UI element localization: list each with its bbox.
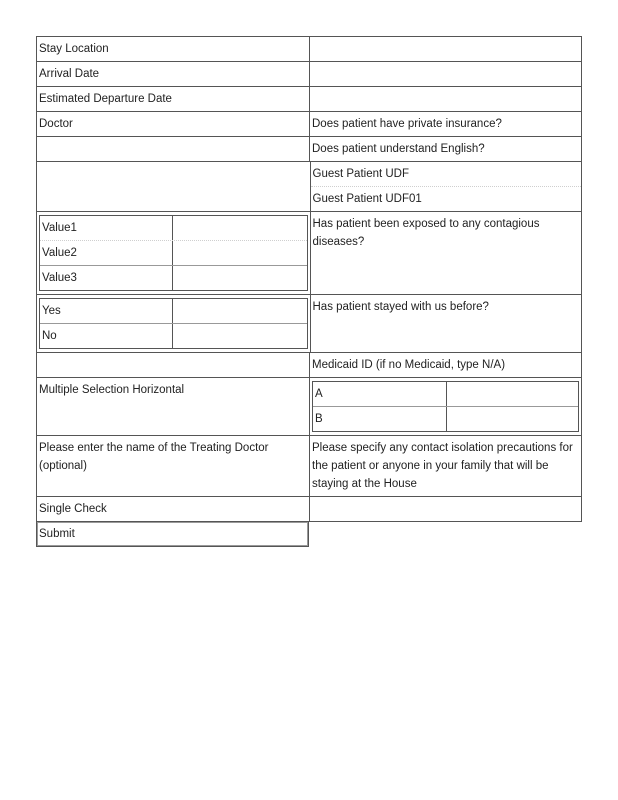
row-departure-date bbox=[36, 87, 582, 112]
single-check-value[interactable] bbox=[310, 497, 581, 521]
value-option-label: Value1 bbox=[40, 216, 173, 240]
row-single-check bbox=[36, 497, 582, 522]
value-options-table bbox=[39, 215, 308, 291]
doctor-label: Doctor bbox=[37, 112, 310, 136]
submit-button[interactable]: Submit bbox=[36, 522, 309, 547]
yes-no-option-row[interactable] bbox=[40, 324, 307, 348]
guest-udf-group bbox=[311, 162, 582, 211]
row-guest-udf bbox=[36, 162, 582, 212]
doctor-value[interactable] bbox=[37, 137, 310, 161]
value-option-label: Value3 bbox=[40, 266, 173, 290]
option-a-label: A bbox=[313, 382, 447, 406]
private-insurance-label: Does patient have private insurance? bbox=[312, 118, 502, 130]
row-arrival-date bbox=[36, 62, 582, 87]
guest-patient-udf01-label: Guest Patient UDF01 bbox=[311, 186, 582, 211]
yes-option-input[interactable] bbox=[173, 299, 307, 323]
value-option-row[interactable] bbox=[40, 216, 307, 241]
no-option-label: No bbox=[40, 324, 173, 348]
ab-options-cell bbox=[310, 378, 581, 435]
stayed-before-label: Has patient stayed with us before? bbox=[312, 301, 489, 313]
value-option-row[interactable] bbox=[40, 266, 307, 290]
guest-udf-left-blank bbox=[37, 162, 311, 211]
row-treating-doctor bbox=[36, 436, 582, 497]
multiple-selection-label: Multiple Selection Horizontal bbox=[37, 378, 310, 435]
value-option-label: Value2 bbox=[40, 241, 173, 265]
row-stayed-before bbox=[36, 295, 582, 353]
arrival-date-label: Arrival Date bbox=[37, 62, 310, 86]
arrival-date-value[interactable] bbox=[310, 62, 581, 86]
option-a-input[interactable] bbox=[447, 382, 578, 406]
row-medicaid bbox=[36, 353, 582, 378]
medicaid-left-blank bbox=[37, 353, 310, 377]
yes-option-label: Yes bbox=[40, 299, 173, 323]
contagious-diseases-label: Has patient been exposed to any contagious diseases? bbox=[312, 218, 540, 248]
ab-option-row[interactable] bbox=[313, 382, 578, 407]
value-option-input[interactable] bbox=[173, 241, 307, 265]
row-multiple-selection bbox=[36, 378, 582, 436]
guest-form bbox=[36, 36, 582, 547]
value-option-input[interactable] bbox=[173, 266, 307, 290]
row-contagious bbox=[36, 212, 582, 295]
row-stay-location bbox=[36, 36, 582, 62]
departure-date-label: Estimated Departure Date bbox=[37, 87, 310, 111]
row-doctor bbox=[36, 112, 582, 137]
single-check-label: Single Check bbox=[37, 497, 310, 521]
departure-date-value[interactable] bbox=[310, 87, 581, 111]
understand-english-label: Does patient understand English? bbox=[312, 143, 485, 155]
isolation-precautions-label: Please specify any contact isolation precautions for the patient or anyone in your family that will be staying at the House bbox=[312, 442, 573, 490]
treating-doctor-label: Please enter the name of the Treating Doctor (optional) bbox=[37, 436, 310, 496]
yes-no-table bbox=[39, 298, 308, 349]
yes-no-cell bbox=[37, 295, 311, 352]
value-options-cell bbox=[37, 212, 311, 294]
guest-patient-udf-label: Guest Patient UDF bbox=[312, 168, 410, 180]
no-option-input[interactable] bbox=[173, 324, 307, 348]
ab-options-table bbox=[312, 381, 579, 432]
row-understand-english bbox=[36, 137, 582, 162]
value-option-input[interactable] bbox=[173, 216, 307, 240]
option-b-label: B bbox=[313, 407, 447, 431]
option-b-input[interactable] bbox=[447, 407, 578, 431]
value-option-row[interactable] bbox=[40, 241, 307, 266]
submit-row bbox=[36, 522, 582, 547]
yes-no-option-row[interactable] bbox=[40, 299, 307, 324]
ab-option-row[interactable] bbox=[313, 407, 578, 431]
medicaid-id-label: Medicaid ID (if no Medicaid, type N/A) bbox=[312, 359, 506, 371]
stay-location-value[interactable] bbox=[310, 37, 581, 61]
stay-location-label: Stay Location bbox=[37, 37, 310, 61]
